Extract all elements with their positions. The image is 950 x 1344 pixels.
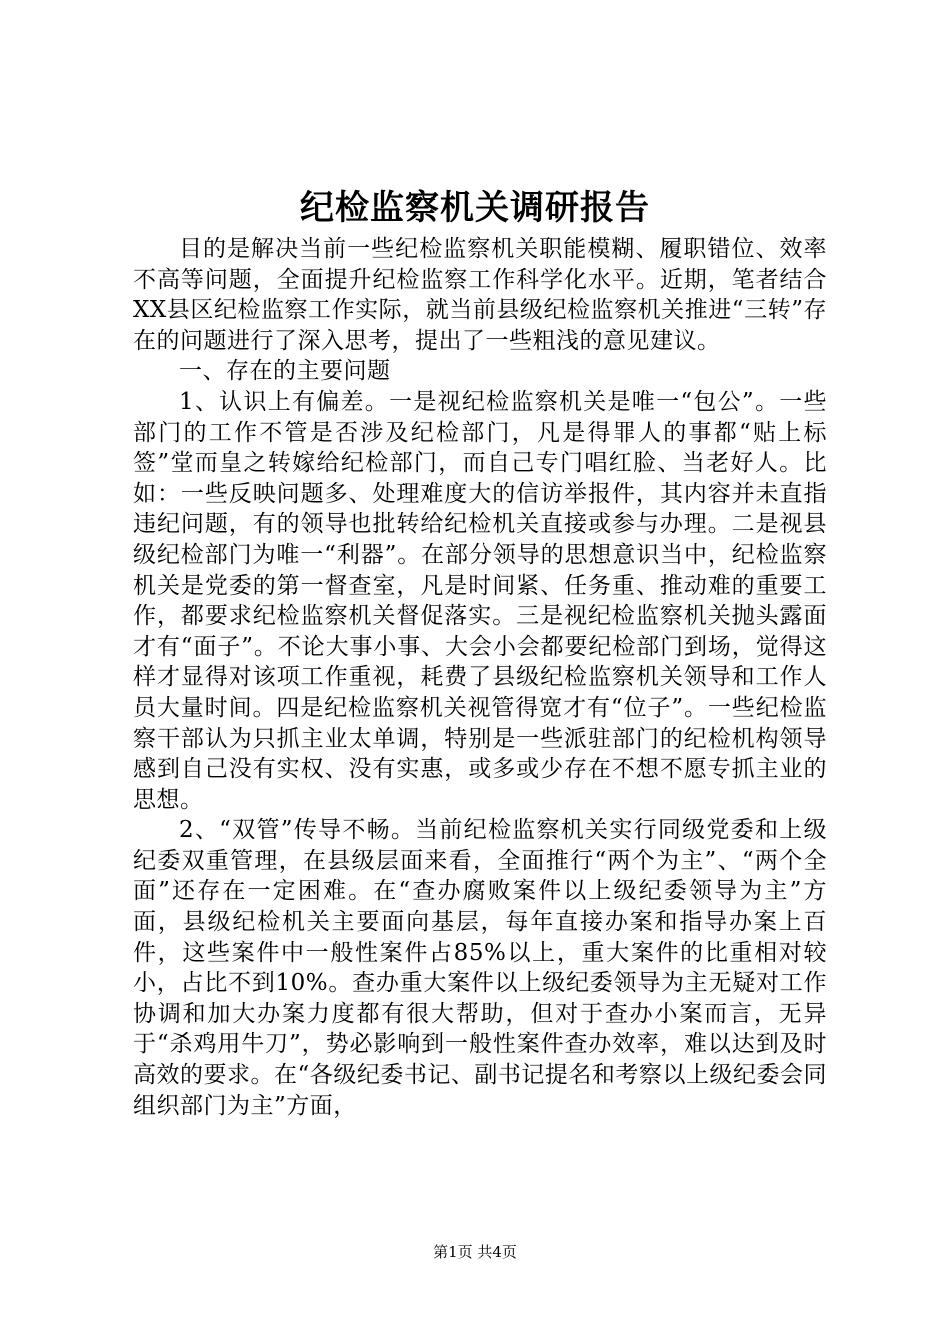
page-footer: 第1页 共4页 xyxy=(433,1243,517,1261)
body-paragraph: 2、“双管”传导不畅。当前纪检监察机关实行同级党委和上级纪委双重管理，在县级层面来看，全面推行“两个为主”、“两个全面”还存在一定困难。在“查办腐败案件以上级纪委领导为主”方面，县级纪检机关主要面向基层，每年直接办案和指导办案上百件，这些案件中一般性案件占85%以上，重大案件的比重相对较小，占比不到10%。查办重大案件以上级纪委领导为主无疑对工作协调和加大办案力度都有很大帮助，但对于查办小案而言，无异于“杀鸡用牛刀”，势必影响到一般性案件查办效率，难以达到及时高效的要求。在“各级纪委书记、副书记提名和考察以上级纪委会同组织部门为主”方面， xyxy=(133,817,827,1119)
intro-paragraph: 目的是解决当前一些纪检监察机关职能模糊、履职错位、效率不高等问题，全面提升纪检监察工作科学化水平。近期，笔者结合XX县区纪检监察工作实际，就当前县级纪检监察机关推进“三转”存在的问题进行了深入思考，提出了一些粗浅的意见建议。 xyxy=(133,236,827,354)
document-title: 纪检监察机关调研报告 xyxy=(300,188,650,228)
document-body xyxy=(133,234,827,1121)
body-paragraph: 1、认识上有偏差。一是视纪检监察机关是唯一“包公”。一些部门的工作不管是否涉及纪检部门，凡是得罪人的事都“贴上标签”堂而皇之转嫁给纪检部门，而自己专门唱红脸、当老好人。比如：一些反映问题多、处理难度大的信访举报件，其内容并未直指违纪问题，有的领导也批转给纪检机关直接或参与办理。二是视县级纪检部门为唯一“利器”。在部分领导的思想意识当中，纪检监察机关是党委的第一督查室，凡是时间紧、任务重、推动难的重要工作，都要求纪检监察机关督促落实。三是视纪检监察机关抛头露面才有“面子”。不论大事小事、大会小会都要纪检部门到场，觉得这样才显得对该项工作重视，耗费了县级纪检监察机关领导和工作人员大量时间。四是纪检监察机关视管得宽才有“位子”。一些纪检监察干部认为只抓主业太单调，特别是一些派驻部门的纪检机构领导感到自己没有实权、没有实惠，或多或少存在不想不愿专抓主业的思想。 xyxy=(133,388,827,813)
section-heading: 一、存在的主要问题 xyxy=(179,358,391,385)
